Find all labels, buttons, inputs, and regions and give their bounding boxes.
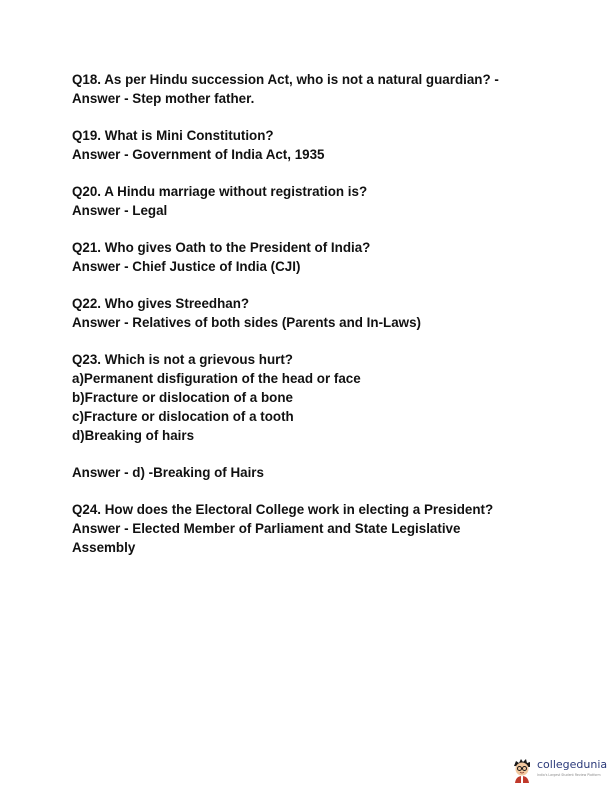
option-c: c)Fracture or dislocation of a tooth	[72, 409, 294, 424]
option-d: d)Breaking of hairs	[72, 428, 195, 443]
mascot-icon	[510, 757, 534, 783]
qa-block-q22	[72, 294, 542, 332]
question-text: Q24. How does the Electoral College work in electing a President?	[72, 502, 494, 517]
answer-text: Answer - Step mother father.	[72, 91, 255, 106]
question-text: Q21. Who gives Oath to the President of India?	[72, 240, 371, 255]
answer-text: Answer - Government of India Act, 1935	[72, 147, 325, 162]
qa-block-q18	[72, 70, 542, 108]
qa-block-q20	[72, 182, 542, 220]
answer-text: Answer - Relatives of both sides (Parents and In-Laws)	[72, 315, 421, 330]
answer-text: Answer - Elected Member of Parliament and State Legislative	[72, 521, 461, 536]
answer-block-q23	[72, 463, 542, 482]
document-body	[72, 70, 542, 575]
question-text: Q23. Which is not a grievous hurt?	[72, 352, 293, 367]
logo-tagline: India's Largest Student Review Platform	[537, 773, 601, 777]
logo-wordmark: collegedunia	[537, 758, 608, 771]
answer-text: Answer - d) -Breaking of Hairs	[72, 465, 264, 480]
option-a: a)Permanent disfiguration of the head or face	[72, 371, 361, 386]
answer-text: Answer - Chief Justice of India (CJI)	[72, 259, 301, 274]
option-b: b)Fracture or dislocation of a bone	[72, 390, 293, 405]
question-text: Q19. What is Mini Constitution?	[72, 128, 274, 143]
answer-text: Answer - Legal	[72, 203, 168, 218]
question-text: Q18. As per Hindu succession Act, who is not a natural guardian? -	[72, 72, 499, 87]
qa-block-q21	[72, 238, 542, 276]
answer-text-continued: Assembly	[72, 540, 136, 555]
collegedunia-logo	[510, 755, 610, 785]
question-text: Q22. Who gives Streedhan?	[72, 296, 250, 311]
qa-block-q19	[72, 126, 542, 164]
qa-block-q24	[72, 500, 542, 557]
question-text: Q20. A Hindu marriage without registration is?	[72, 184, 368, 199]
qa-block-q23	[72, 350, 542, 445]
